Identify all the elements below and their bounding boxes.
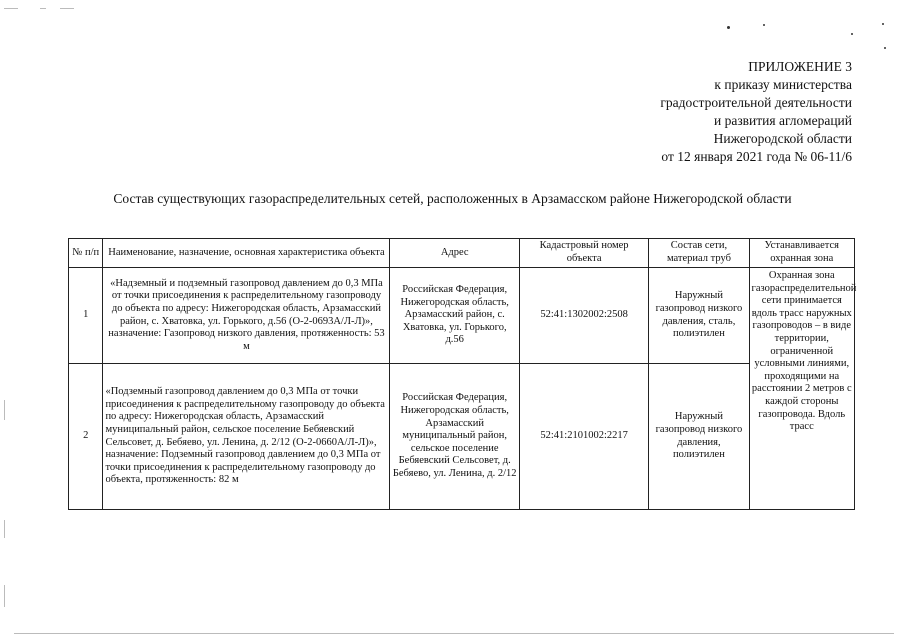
table-header-row bbox=[69, 239, 855, 268]
appendix-line: к приказу министерства bbox=[714, 77, 852, 92]
row-address: Российская Федерация, Нижегородская область, Арзамасский район, с. Хватовка, ул. Горького, д.56 bbox=[390, 268, 519, 364]
appendix-line: от 12 января 2021 года № 06-11/6 bbox=[661, 149, 852, 164]
header-address: Адрес bbox=[390, 239, 519, 268]
scan-mark bbox=[4, 585, 5, 607]
row-num: 2 bbox=[69, 364, 103, 510]
row-name: «Надземный и подземный газопровод давлением до 0,3 МПа от точки присоединения к распределительному газопроводу до объекта по адресу: Нижегородская область, Арзамасский район, с. Хватовка, ул. Горького, д.56 (О-2-0693А/Л-Л)», назначение: Газопровод низкого давления, протяженность: 53 м bbox=[103, 268, 390, 364]
header-zone: Устанавливается охранная зона bbox=[749, 239, 854, 268]
row-zone: Охранная зона газораспределительной сети принимается вдоль трасс наружных газопроводов – в виде территории, ограниченной условными линиями, проходящими на расстоянии 2 метров с каждой стороны газопровода. Вдоль трасс bbox=[749, 268, 854, 510]
appendix-header bbox=[660, 58, 852, 166]
row-composition: Наружный газопровод низкого давления, полиэтилен bbox=[649, 364, 749, 510]
scan-speck bbox=[763, 24, 765, 26]
row-cadastral: 52:41:1302002:2508 bbox=[519, 268, 648, 364]
header-num: № п/п bbox=[69, 239, 103, 268]
row-name: «Подземный газопровод давлением до 0,3 МПа от точки присоединения к распределительному газопроводу до объекта по адресу: Нижегородская область, Арзамасский муниципальный район, сельское поселение Бебяевский Сельсовет, д. Бебяево, ул. Ленина, д. 2/12 (О-2-0660А/Л-Л)», назначение: Подземный газопровод давлением до 0,3 МПа от точки присоединения к распределительному газопроводу до объекта, протяженность: 82 м bbox=[103, 364, 390, 510]
scan-speck bbox=[884, 47, 886, 49]
appendix-title: ПРИЛОЖЕНИЕ 3 bbox=[748, 59, 852, 74]
row-num: 1 bbox=[69, 268, 103, 364]
header-composition: Состав сети, материал труб bbox=[649, 239, 749, 268]
header-name: Наименование, назначение, основная характеристика объекта bbox=[103, 239, 390, 268]
scan-mark bbox=[4, 8, 18, 9]
header-cadastral: Кадастровый номер объекта bbox=[519, 239, 648, 268]
scan-mark bbox=[60, 8, 74, 9]
row-composition: Наружный газопровод низкого давления, сталь, полиэтилен bbox=[649, 268, 749, 364]
appendix-line: градостроительной деятельности bbox=[660, 95, 852, 110]
appendix-line: Нижегородской области bbox=[713, 131, 852, 146]
scan-mark bbox=[40, 8, 46, 9]
appendix-line: и развития агломераций bbox=[713, 113, 852, 128]
row-cadastral: 52:41:2101002:2217 bbox=[519, 364, 648, 510]
table-row bbox=[69, 364, 855, 510]
scan-mark bbox=[4, 520, 5, 538]
document-title: Состав существующих газораспределительных сетей, расположенных в Арзамасском районе Нижегородской области bbox=[113, 191, 792, 206]
scan-speck bbox=[727, 26, 730, 29]
table-row bbox=[69, 268, 855, 364]
scan-mark bbox=[14, 633, 894, 634]
row-address: Российская Федерация, Нижегородская область, Арзамасский муниципальный район, сельское поселение Бебяевский Сельсовет, д. Бебяево, ул. Ленина, д. 2/12 bbox=[390, 364, 519, 510]
scan-speck bbox=[851, 33, 853, 35]
scan-mark bbox=[4, 400, 5, 420]
gas-networks-table bbox=[68, 238, 855, 510]
scan-speck bbox=[882, 23, 884, 25]
